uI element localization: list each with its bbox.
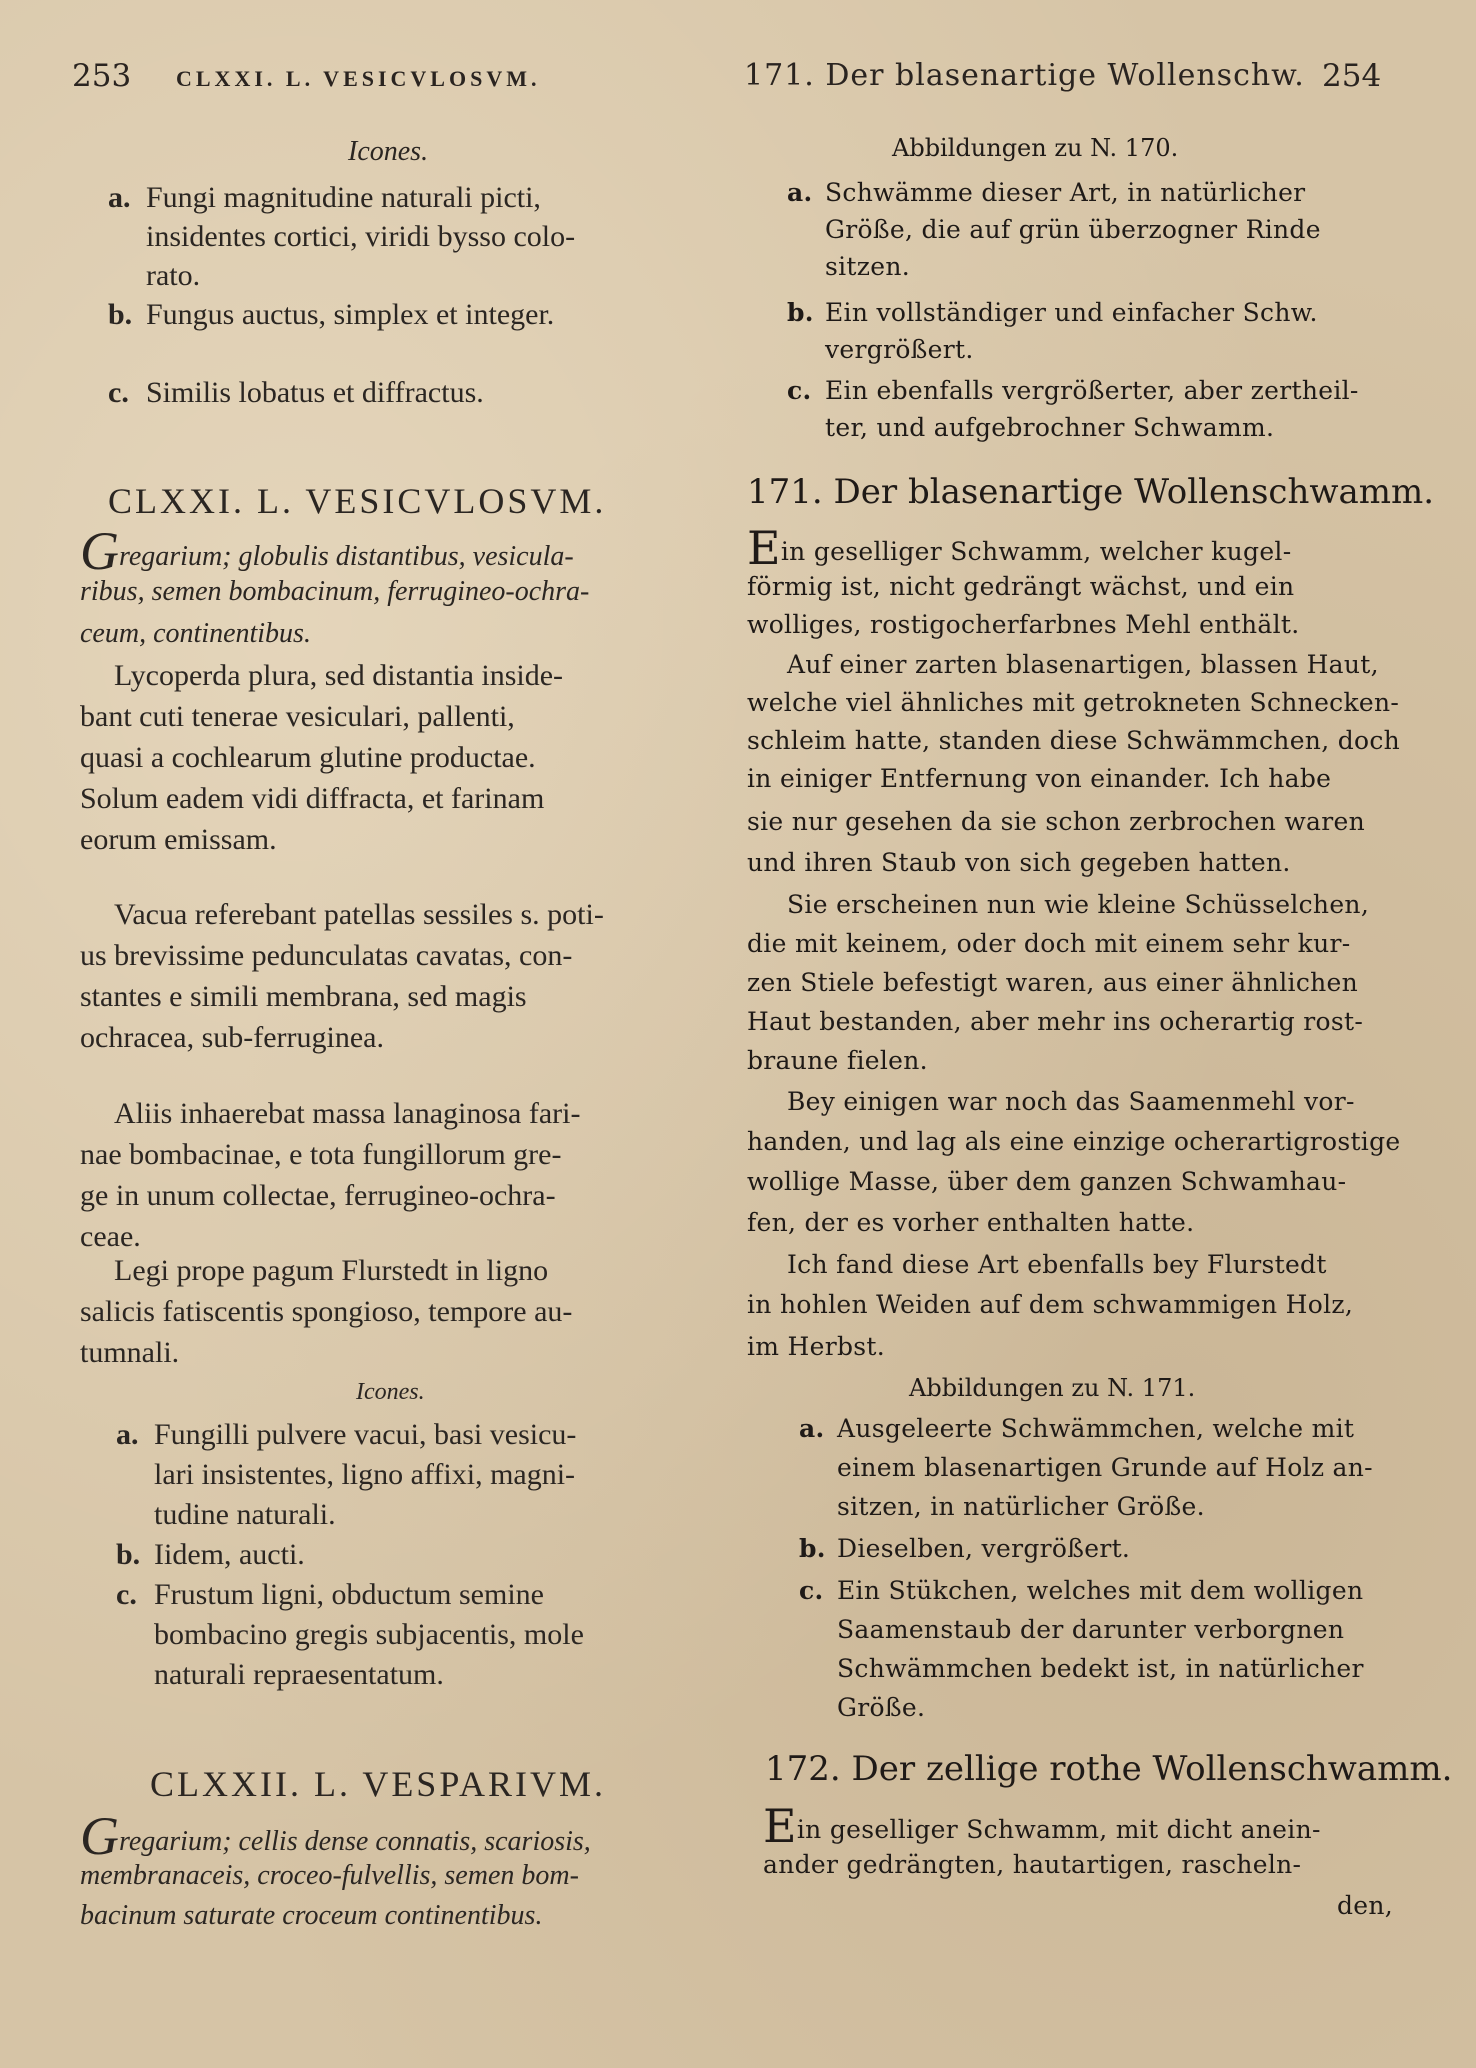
item-letter: b. [787, 298, 814, 327]
icones-heading: Icones. [356, 1379, 425, 1405]
item-letter: a. [799, 1414, 825, 1443]
item-letter: c. [787, 376, 812, 405]
abbildungen-heading: Abbildungen zu N. 170. [892, 134, 1179, 162]
initial-letter: G [80, 1806, 119, 1866]
left-page-number: 253 [72, 58, 132, 94]
list-item: c. Similis lobatus et diffractus. [108, 376, 484, 409]
right-page-number: 254 [1322, 58, 1382, 94]
list-item: b. Fungus auctus, simplex et integer. [108, 298, 555, 331]
icones-heading: Icones. [348, 136, 429, 167]
initial-letter: E [763, 1799, 797, 1853]
left-running-title: CLXXI. L. VESICVLOSVM. [176, 66, 541, 91]
list-item: b. Dieselben, vergrößert. [799, 1534, 1131, 1563]
item-letter: b. [116, 1538, 141, 1571]
list-item: c. Ein Stükchen, welches mit dem wolligen [799, 1576, 1364, 1605]
list-item: c. Ein ebenfalls vergrößerter, aber zertheil- [787, 376, 1359, 405]
item-letter: a. [108, 181, 131, 214]
section-heading: CLXXI. L. VESICVLOSVM. [108, 481, 607, 521]
list-item-line: rato. [146, 259, 201, 292]
item-letter: b. [799, 1534, 826, 1563]
list-item-line: insidentes cortici, viridi bysso colo- [146, 220, 576, 253]
item-letter: a. [787, 178, 813, 207]
item-letter: a. [116, 1418, 139, 1451]
section-heading: 171. Der blasenartige Wollenschwamm. [747, 472, 1435, 512]
list-item: a. Schwämme dieser Art, in natürlicher [787, 178, 1306, 207]
list-item: b. Iidem, aucti. [116, 1538, 305, 1571]
item-letter: b. [108, 298, 133, 331]
catchword: den, [1337, 1891, 1394, 1920]
list-item: c. Frustum ligni, obductum semine [116, 1578, 544, 1611]
page-header [0, 58, 1476, 108]
section-heading: CLXXII. L. VESPARIVM. [150, 1764, 607, 1804]
initial-letter: E [747, 521, 781, 575]
list-item: a. Fungilli pulvere vacui, basi vesicu- [116, 1418, 577, 1451]
list-item: b. Ein vollständiger und einfacher Schw. [787, 298, 1318, 327]
section-heading: 172. Der zellige rothe Wollenschwamm. [765, 1749, 1453, 1789]
list-item: a. Ausgeleerte Schwämmchen, welche mit [799, 1414, 1355, 1443]
abbildungen-heading: Abbildungen zu N. 171. [909, 1374, 1196, 1402]
item-letter: c. [799, 1576, 824, 1605]
item-letter: c. [116, 1578, 137, 1611]
initial-letter: G [80, 521, 119, 581]
item-letter: c. [108, 376, 129, 409]
right-running-title: 171. Der blasenartige Wollenschw. [744, 58, 1305, 93]
list-item: a. Fungi magnitudine naturali picti, [108, 181, 541, 214]
